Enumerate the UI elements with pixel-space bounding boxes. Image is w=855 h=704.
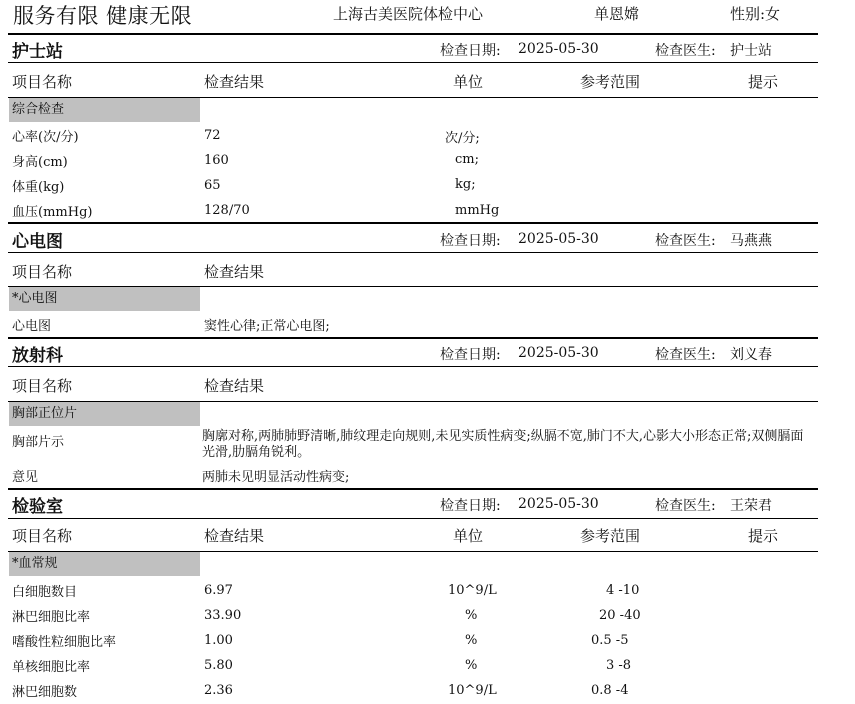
row-item-name: 身高(cm) [12,155,68,170]
row-unit: mmHg [455,203,500,218]
col-item-name: 项目名称 [12,73,73,91]
row-item-name: 单核细胞比率 [12,660,91,675]
patient-name: 单恩嫦 [594,5,640,23]
exam-doctor: 马燕燕 [730,233,772,249]
exam-date: 2025-05-30 [518,345,599,361]
section-title-radiology: 放射科 [12,346,63,366]
row-unit: kg; [455,177,476,192]
row-result: 33.90 [204,608,242,623]
row-range: 3 -8 [606,658,632,673]
group-label: *血常规 [9,552,200,576]
row-unit: 10^9/L [448,583,497,598]
row-result: 72 [204,128,221,143]
exam-date-label: 检查日期: [440,43,501,59]
row-item-name: 淋巴细胞比率 [12,610,91,625]
row-unit: % [465,608,478,623]
section-title-laboratory: 检验室 [12,497,63,517]
row-result: 6.97 [204,583,233,598]
row-item-name: 体重(kg) [12,180,65,195]
row-result: 窦性心律;正常心电图; [204,319,330,334]
row-item-name: 嗜酸性粒细胞比率 [12,635,117,650]
row-range: 4 -10 [606,583,640,598]
exam-doctor-label: 检查医生: [655,233,716,249]
row-item-name: 心电图 [12,319,52,334]
row-unit: % [465,633,478,648]
row-item-name: 血压(mmHg) [12,205,93,220]
section-divider [8,337,818,339]
exam-date: 2025-05-30 [518,496,599,512]
col-range: 参考范围 [580,527,641,545]
row-range: 0.5 -5 [591,633,629,648]
header-divider [8,62,818,63]
row-result: 1.00 [204,633,233,648]
row-item-name: 意见 [12,470,39,485]
group-label: *心电图 [9,287,200,311]
exam-date-label: 检查日期: [440,347,501,363]
exam-doctor-label: 检查医生: [655,347,716,363]
col-result: 检查结果 [204,377,265,395]
row-item-name: 胸部片示 [12,435,65,450]
group-label: 综合检查 [9,98,200,122]
header-divider [8,366,818,367]
exam-date: 2025-05-30 [518,231,599,247]
row-item-name: 淋巴细胞数 [12,685,78,700]
row-unit: % [465,658,478,673]
row-unit: 10^9/L [448,683,497,698]
exam-date-label: 检查日期: [440,498,501,514]
col-hint: 提示 [748,73,779,91]
col-item-name: 项目名称 [12,263,73,281]
exam-doctor: 刘义春 [730,347,772,363]
row-result: 5.80 [204,658,233,673]
hospital-name: 上海古美医院体检中心 [333,5,484,23]
row-result: 胸廓对称,两肺肺野清晰,肺纹理走向规则,未见实质性病变;纵膈不宽,肺门不大,心影大小形态正常;双侧膈面光滑,肋膈角锐利。 [202,429,804,460]
col-range: 参考范围 [580,73,641,91]
row-unit: 次/分; [445,131,480,146]
header-divider [8,252,818,253]
col-hint: 提示 [748,527,779,545]
exam-doctor-label: 检查医生: [655,43,716,59]
section-divider [8,33,818,35]
row-result: 65 [204,178,221,193]
group-label: 胸部正位片 [9,402,200,426]
header-divider [8,518,818,519]
row-item-name: 心率(次/分) [12,130,79,145]
col-result: 检查结果 [204,527,265,545]
exam-date-label: 检查日期: [440,233,501,249]
col-result: 检查结果 [204,73,265,91]
col-item-name: 项目名称 [12,377,73,395]
section-title-nurse-station: 护士站 [12,42,63,62]
col-unit: 单位 [453,73,484,91]
row-result: 160 [204,153,229,168]
row-item-name: 白细胞数目 [12,585,78,600]
section-divider [8,488,818,490]
report-slogan: 服务有限 健康无限 [13,4,193,28]
col-unit: 单位 [453,527,484,545]
section-divider [8,222,818,224]
exam-date: 2025-05-30 [518,41,599,57]
row-unit: cm; [455,152,479,167]
section-title-ecg: 心电图 [12,232,63,252]
row-range: 20 -40 [599,608,641,623]
row-result: 2.36 [204,683,233,698]
row-result: 128/70 [204,203,250,218]
col-item-name: 项目名称 [12,527,73,545]
row-range: 0.8 -4 [591,683,629,698]
patient-gender: 性别:女 [730,5,781,23]
exam-doctor: 王荣君 [730,498,772,514]
exam-doctor: 护士站 [730,43,772,59]
exam-doctor-label: 检查医生: [655,498,716,514]
col-result: 检查结果 [204,263,265,281]
row-result: 两肺未见明显活动性病变; [202,470,350,485]
